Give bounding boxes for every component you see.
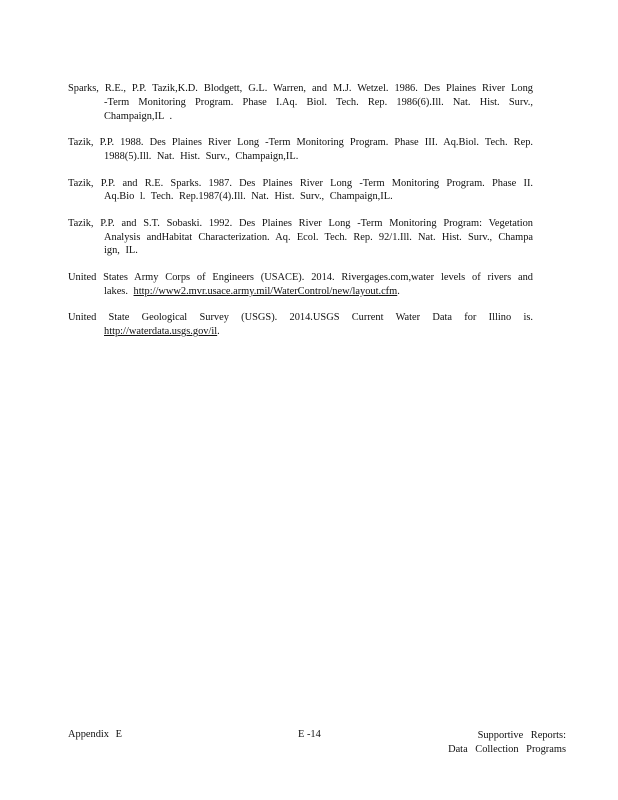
footer-section-line: Supportive Reports: xyxy=(477,730,566,741)
footer-section-title xyxy=(448,729,566,756)
reference-entry xyxy=(68,136,533,163)
reference-text: Tazik, P.P. 1988. Des Plaines River Long -Term Monitoring Program. Phase III. Aq.Biol. Tech. Rep. 1988(5).Ill. Nat. Hist. Surv., Champaign,IL. xyxy=(68,137,533,162)
reference-text: Tazik, P.P. and S.T. Sobaski. 1992. Des Plaines River Long -Term Monitoring Program: Vegetation Analysis andHabitat Characterization. Aq. Ecol. Tech. Rep. 92/1.Ill. Nat. Hist. Surv., Champa ign, IL. xyxy=(68,218,533,257)
reference-entry xyxy=(68,217,533,258)
reference-entry xyxy=(68,177,533,204)
usgs-link[interactable]: http://waterdata.usgs.gov/il xyxy=(104,326,218,338)
reference-list xyxy=(68,72,533,352)
page-number: E -14 xyxy=(298,729,321,740)
reference-text: Sparks, R.E., P.P. Tazik,K.D. Blodgett, G.L. Warren, and M.J. Wetzel. 1986. Des Plaines River Long -Term Monitoring Program. Phase I.Aq. Biol. Tech. Rep. 1986(6).Ill. Nat. Hist. Surv., Champaign,IL . xyxy=(68,83,533,122)
reference-text: United State Geological Survey (USGS). 2014.USGS Current Water Data for Illino is. xyxy=(68,312,533,324)
reference-entry xyxy=(68,311,533,338)
reference-text: United States Army Corps of Engineers (USACE). 2014. Rivergages.com,water levels of rivers and lakes. xyxy=(68,272,533,297)
usace-link[interactable]: http://www2.mvr.usace.army.mil/WaterControl/new/layout.cfm xyxy=(133,285,398,297)
footer-appendix: Appendix E xyxy=(68,729,122,740)
reference-text: Tazik, P.P. and R.E. Sparks. 1987. Des Plaines River Long -Term Monitoring Program. Phase II. Aq.Bio l. Tech. Rep.1987(4).Ill. Nat. Hist. Surv., Champaign,IL. xyxy=(68,177,533,203)
reference-entry xyxy=(68,82,533,123)
footer-section-line: Data Collection Programs xyxy=(448,743,566,755)
reference-end: . xyxy=(217,326,220,338)
reference-end: . xyxy=(397,285,400,297)
reference-entry xyxy=(68,271,533,298)
